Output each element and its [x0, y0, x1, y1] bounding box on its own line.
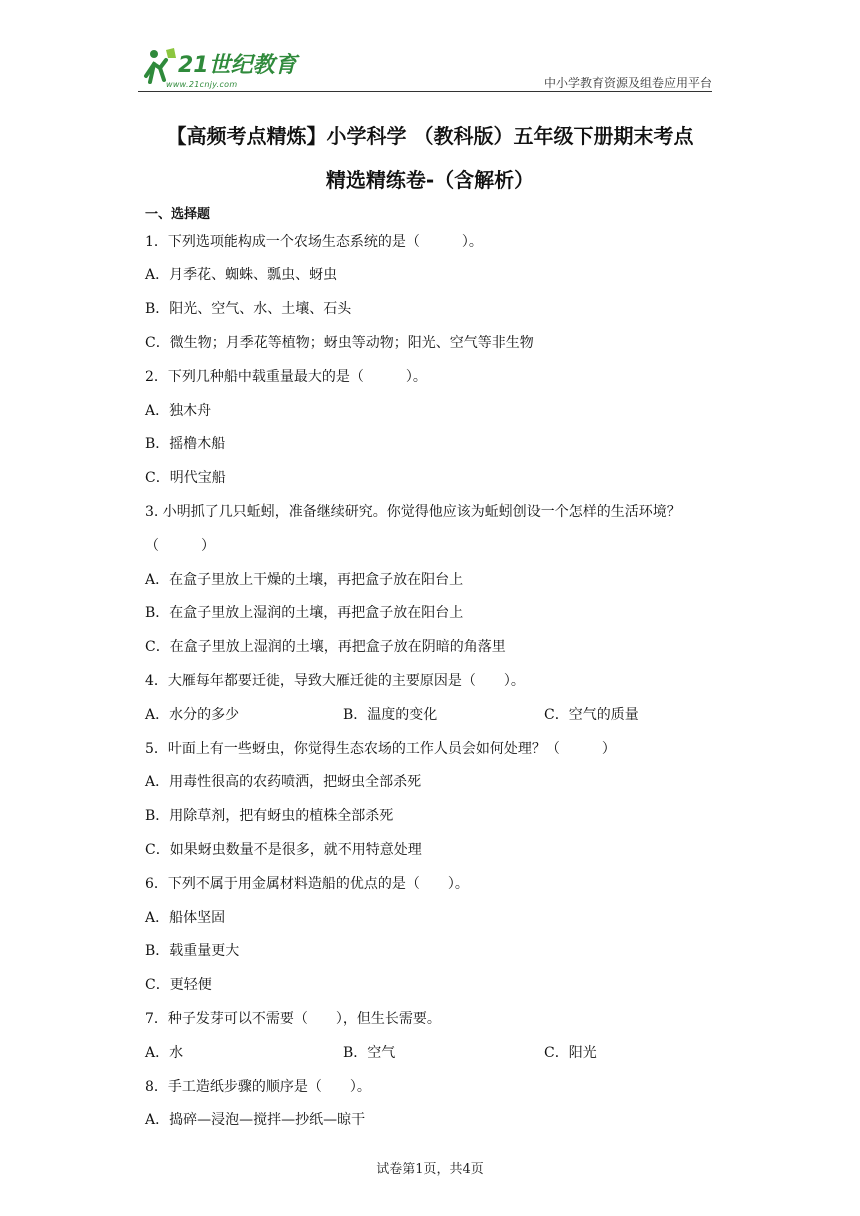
question-stem: 3. 小明抓了几只蚯蚓，准备继续研究。你觉得他应该为蚯蚓创设一个怎样的生活环境？ — [145, 504, 681, 520]
header-divider — [138, 91, 712, 92]
document-title-line-2: 精选精练卷-（含解析） — [325, 168, 535, 192]
answer-option: B．阳光、空气、水、土壤、石头 — [145, 301, 352, 317]
platform-name: 中小学教育资源及组卷应用平台 — [543, 76, 712, 90]
logo-text: 21世纪教育 — [178, 53, 297, 78]
answer-option: B．用除草剂，把有蚜虫的植株全部杀死 — [145, 808, 394, 824]
answer-option: C．更轻便 — [145, 977, 212, 993]
answer-option: B．载重量更大 — [145, 943, 240, 959]
answer-option: B．在盒子里放上湿润的土壤，再把盒子放在阳台上 — [145, 605, 464, 621]
answer-option: C．空气的质量 — [544, 707, 639, 723]
answer-option: C．阳光 — [544, 1045, 597, 1061]
answer-option: C．明代宝船 — [145, 470, 226, 486]
question-stem: 2．下列几种船中载重量最大的是（ ）。 — [145, 369, 427, 385]
question-stem: 5．叶面上有一些蚜虫，你觉得生态农场的工作人员会如何处理？（ ） — [145, 741, 616, 757]
question-stem: 6．下列不属于用金属材料造船的优点的是（ ）。 — [145, 876, 469, 892]
logo-url: www.21cnjy.com — [166, 80, 238, 89]
answer-option: A．船体坚固 — [145, 910, 226, 926]
answer-option: B．空气 — [343, 1045, 396, 1061]
question-stem: 4．大雁每年都要迁徙，导致大雁迁徙的主要原因是（ ）。 — [145, 673, 525, 689]
answer-option: B．摇橹木船 — [145, 436, 226, 452]
answer-option: C．微生物；月季花等植物；蚜虫等动物；阳光、空气等非生物 — [145, 335, 534, 351]
answer-option: C．如果蚜虫数量不是很多，就不用特意处理 — [145, 842, 422, 858]
site-logo[interactable] — [140, 46, 320, 92]
answer-option: A．用毒性很高的农药喷洒，把蚜虫全部杀死 — [145, 774, 422, 790]
answer-option: A．捣碎—浸泡—搅拌—抄纸—晾干 — [145, 1112, 366, 1128]
answer-option: C．在盒子里放上湿润的土壤，再把盒子放在阴暗的角落里 — [145, 639, 506, 655]
question-stem-continued: （ ） — [145, 538, 215, 554]
page-header — [0, 0, 860, 100]
document-title-line-1: 【高频考点精炼】小学科学 （教科版）五年级下册期末考点 — [166, 124, 694, 148]
answer-option: A．在盒子里放上干燥的土壤，再把盒子放在阳台上 — [145, 572, 464, 588]
question-stem: 7．种子发芽可以不需要（ ），但生长需要。 — [145, 1011, 441, 1027]
section-heading: 一、选择题 — [145, 207, 211, 222]
page-footer: 试卷第1页，共4页 — [376, 1162, 484, 1177]
answer-option: A．独木舟 — [145, 403, 212, 419]
question-stem: 8．手工造纸步骤的顺序是（ ）。 — [145, 1079, 371, 1095]
answer-option: A．月季花、蜘蛛、瓢虫、蚜虫 — [145, 267, 338, 283]
answer-option: B．温度的变化 — [343, 707, 438, 723]
answer-option: A．水分的多少 — [145, 707, 240, 723]
question-stem: 1．下列选项能构成一个农场生态系统的是（ ）。 — [145, 234, 483, 250]
answer-option: A．水 — [145, 1045, 184, 1061]
